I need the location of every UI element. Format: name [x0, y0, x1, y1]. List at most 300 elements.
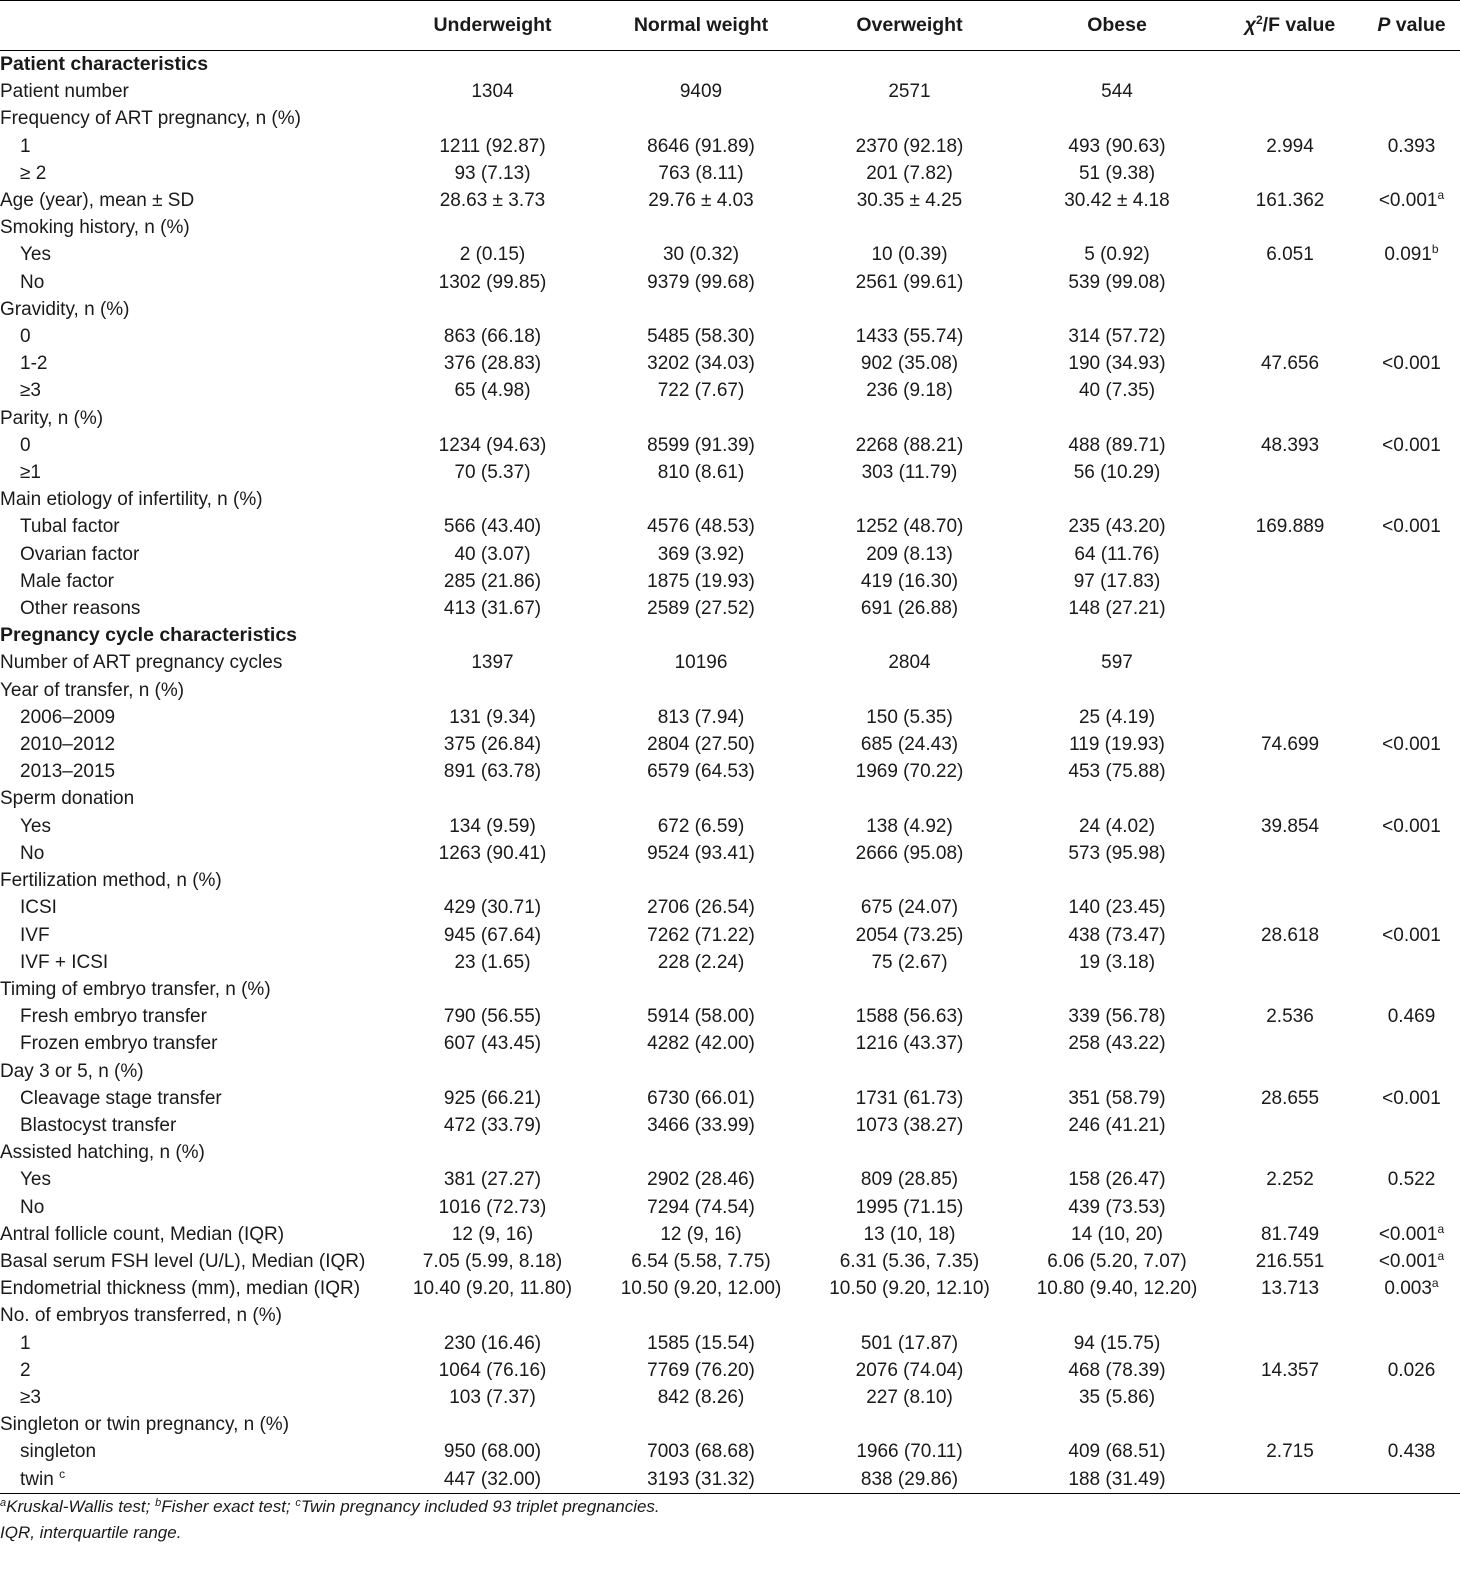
row-label	[0, 105, 385, 132]
row-label-text: Timing of embryo transfer, n (%)	[0, 978, 271, 1000]
cell-overweight	[802, 241, 1017, 268]
cell-underweight	[385, 1166, 600, 1193]
table-row	[0, 405, 1460, 432]
cell-underweight	[385, 1221, 600, 1248]
row-label-text: Other reasons	[20, 598, 141, 620]
cell-statistic	[1217, 78, 1363, 105]
cell-value: 3193 (31.32)	[647, 1468, 755, 1490]
cell-statistic	[1217, 1466, 1363, 1494]
cell-value: 891 (63.78)	[443, 761, 542, 783]
cell-obese	[1017, 1058, 1217, 1085]
cell-value: 1433 (55.74)	[855, 326, 964, 348]
row-label	[0, 405, 385, 432]
cell-value: 544	[1101, 81, 1133, 103]
footnote-text: Twin pregnancy included 93 triplet pregnancies.	[300, 1496, 660, 1516]
table-row	[0, 1248, 1460, 1275]
cell-underweight	[385, 1248, 600, 1275]
cell-normal-weight	[600, 1466, 802, 1494]
cell-value: 6.051	[1266, 244, 1314, 266]
cell-value: 30.42 ± 4.18	[1064, 190, 1170, 212]
cell-p-value	[1363, 350, 1460, 377]
cell-value: 190 (34.93)	[1068, 353, 1166, 375]
row-label	[0, 1411, 385, 1438]
cell-value: 375 (26.84)	[443, 734, 542, 756]
cell-statistic	[1217, 541, 1363, 568]
cell-value: 539 (99.08)	[1068, 271, 1166, 293]
cell-underweight	[385, 1330, 600, 1357]
cell-p-value	[1363, 187, 1460, 214]
cell-p-value	[1363, 214, 1460, 241]
table-body	[0, 51, 1460, 1494]
header-normal-weight: Normal weight	[600, 1, 802, 51]
row-label	[0, 323, 385, 350]
cell-value: 3466 (33.99)	[647, 1114, 755, 1136]
row-label-text: No. of embryos transferred, n (%)	[0, 1305, 282, 1327]
cell-obese	[1017, 1275, 1217, 1302]
cell-value: 2804 (27.50)	[647, 734, 755, 756]
cell-p-value	[1363, 323, 1460, 350]
cell-value: 10.40 (9.20, 11.80)	[412, 1278, 573, 1300]
table-row	[0, 894, 1460, 921]
cell-value: 439 (73.53)	[1068, 1196, 1166, 1218]
cell-value: 74.699	[1260, 734, 1320, 756]
cell-overweight	[802, 785, 1017, 812]
row-label	[0, 1275, 385, 1302]
row-label-text: Tubal factor	[20, 516, 120, 538]
cell-overweight	[802, 513, 1017, 540]
cell-obese	[1017, 405, 1217, 432]
row-label-text: Sperm donation	[0, 788, 135, 810]
cell-value: 70 (5.37)	[454, 462, 531, 484]
cell-normal-weight	[600, 840, 802, 867]
row-label	[0, 731, 385, 758]
cell-value: 2902 (28.46)	[647, 1169, 755, 1191]
row-label-text: Yes	[20, 815, 51, 837]
row-label-text: 2010–2012	[20, 734, 116, 756]
row-label-text: Antral follicle count, Median (IQR)	[0, 1223, 285, 1245]
cell-underweight	[385, 1058, 600, 1085]
cell-underweight	[385, 568, 600, 595]
cell-underweight	[385, 1357, 600, 1384]
cell-underweight	[385, 1438, 600, 1465]
cell-value: 0.522	[1387, 1169, 1436, 1191]
row-label	[0, 1438, 385, 1465]
cell-value: 216.551	[1255, 1250, 1325, 1272]
cell-value: 468 (78.39)	[1068, 1359, 1166, 1381]
cell-underweight	[385, 894, 600, 921]
row-label	[0, 296, 385, 323]
row-label	[0, 1466, 385, 1494]
cell-p-value	[1363, 1302, 1460, 1329]
cell-underweight	[385, 1275, 600, 1302]
cell-normal-weight	[600, 595, 802, 622]
header-p: P	[1377, 13, 1391, 36]
cell-value: 28.655	[1260, 1087, 1320, 1109]
row-label	[0, 813, 385, 840]
row-label-text: Parity, n (%)	[0, 407, 104, 429]
cell-p-value	[1363, 541, 1460, 568]
cell-underweight	[385, 541, 600, 568]
cell-statistic	[1217, 649, 1363, 676]
footnote-marker: a	[0, 1496, 7, 1509]
cell-obese	[1017, 1030, 1217, 1057]
cell-value: 1073 (38.27)	[855, 1114, 964, 1136]
table-row	[0, 758, 1460, 785]
cell-statistic	[1217, 1194, 1363, 1221]
cell-value: <0.001	[1382, 353, 1441, 375]
cell-value: 134 (9.59)	[449, 815, 536, 837]
cell-overweight	[802, 133, 1017, 160]
cell-value: 863 (66.18)	[443, 326, 542, 348]
cell-underweight	[385, 976, 600, 1003]
cell-value: 1588 (56.63)	[855, 1006, 964, 1028]
table-row	[0, 187, 1460, 214]
row-label-text: Yes	[20, 1169, 51, 1191]
cell-p-value	[1363, 1357, 1460, 1384]
cell-value: 2370 (92.18)	[855, 135, 964, 157]
cell-overweight	[802, 894, 1017, 921]
cell-obese	[1017, 513, 1217, 540]
cell-value: 1969 (70.22)	[855, 761, 964, 783]
row-label-text: Main etiology of infertility, n (%)	[0, 489, 263, 511]
p-value-superscript: a	[1431, 1276, 1439, 1291]
cell-overweight	[802, 1112, 1017, 1139]
cell-value: 1397	[471, 652, 514, 674]
cell-value: 314 (57.72)	[1068, 326, 1166, 348]
cell-overweight	[802, 1221, 1017, 1248]
cell-value: 339 (56.78)	[1068, 1006, 1166, 1028]
row-label-text: ≥3	[20, 1386, 41, 1408]
cell-obese	[1017, 160, 1217, 187]
cell-value: 12 (9, 16)	[451, 1223, 534, 1245]
cell-underweight	[385, 731, 600, 758]
cell-normal-weight	[600, 269, 802, 296]
row-label	[0, 187, 385, 214]
cell-underweight	[385, 922, 600, 949]
cell-value: 10.50 (9.20, 12.00)	[620, 1278, 782, 1300]
cell-obese	[1017, 1302, 1217, 1329]
cell-overweight	[802, 486, 1017, 513]
cell-statistic	[1217, 1139, 1363, 1166]
table-row	[0, 949, 1460, 976]
table-row	[0, 568, 1460, 595]
cell-p-value	[1363, 1411, 1460, 1438]
cell-value: 607 (43.45)	[443, 1033, 542, 1055]
cell-overweight	[802, 1275, 1017, 1302]
cell-statistic	[1217, 949, 1363, 976]
cell-value: 6.31 (5.36, 7.35)	[839, 1250, 980, 1272]
cell-value: 453 (75.88)	[1068, 761, 1166, 783]
cell-value: 30 (0.32)	[662, 244, 740, 266]
row-label-text: Age (year), mean ± SD	[0, 190, 195, 212]
header-empty	[0, 1, 385, 51]
cell-statistic	[1217, 1166, 1363, 1193]
cell-underweight	[385, 241, 600, 268]
cell-statistic	[1217, 513, 1363, 540]
cell-obese	[1017, 1194, 1217, 1221]
row-label	[0, 1221, 385, 1248]
cell-overweight	[802, 269, 1017, 296]
cell-overweight	[802, 160, 1017, 187]
table-row	[0, 1330, 1460, 1357]
cell-p-value	[1363, 1438, 1460, 1465]
cell-normal-weight	[600, 105, 802, 132]
cell-underweight	[385, 785, 600, 812]
cell-overweight	[802, 568, 1017, 595]
cell-overweight	[802, 323, 1017, 350]
table-row	[0, 649, 1460, 676]
cell-obese	[1017, 1139, 1217, 1166]
cell-value: 10 (0.39)	[871, 244, 948, 266]
table-row	[0, 1384, 1460, 1411]
cell-statistic	[1217, 1003, 1363, 1030]
cell-value: <0.001	[1382, 516, 1441, 538]
cell-value: 6730 (66.01)	[647, 1087, 755, 1109]
row-label	[0, 595, 385, 622]
cell-value: 2076 (74.04)	[855, 1359, 964, 1381]
cell-normal-weight	[600, 785, 802, 812]
cell-obese	[1017, 323, 1217, 350]
cell-underweight	[385, 269, 600, 296]
row-label	[0, 1248, 385, 1275]
cell-obese	[1017, 1411, 1217, 1438]
cell-value: <0.001	[1382, 815, 1441, 837]
cell-normal-weight	[600, 1221, 802, 1248]
row-label	[0, 1166, 385, 1193]
cell-value: 0.438	[1387, 1441, 1436, 1463]
footnote-text: Fisher exact test;	[161, 1496, 296, 1516]
cell-value: 65 (4.98)	[454, 380, 531, 402]
cell-p-value	[1363, 894, 1460, 921]
cell-value: 2 (0.15)	[459, 244, 526, 266]
cell-underweight	[385, 187, 600, 214]
cell-statistic	[1217, 432, 1363, 459]
cell-underweight	[385, 78, 600, 105]
cell-value: 7262 (71.22)	[647, 924, 755, 946]
cell-value: 1216 (43.37)	[855, 1033, 964, 1055]
cell-overweight	[802, 1085, 1017, 1112]
cell-value: 56 (10.29)	[1073, 462, 1161, 484]
cell-normal-weight	[600, 1438, 802, 1465]
cell-statistic	[1217, 486, 1363, 513]
cell-underweight	[385, 649, 600, 676]
cell-statistic	[1217, 1411, 1363, 1438]
cell-statistic	[1217, 377, 1363, 404]
cell-underweight	[385, 1003, 600, 1030]
row-label-superscript: c	[59, 1466, 66, 1481]
row-label	[0, 160, 385, 187]
cell-value: 7769 (76.20)	[647, 1359, 755, 1381]
table-row	[0, 595, 1460, 622]
cell-obese	[1017, 1330, 1217, 1357]
cell-p-value	[1363, 1085, 1460, 1112]
cell-value: 258 (43.22)	[1068, 1033, 1166, 1055]
cell-value: 75 (2.67)	[871, 951, 948, 973]
cell-overweight	[802, 1466, 1017, 1494]
cell-normal-weight	[600, 486, 802, 513]
cell-normal-weight	[600, 133, 802, 160]
cell-underweight	[385, 1030, 600, 1057]
cell-value: 10196	[674, 652, 728, 674]
cell-statistic	[1217, 459, 1363, 486]
table-row	[0, 513, 1460, 540]
row-label	[0, 1030, 385, 1057]
cell-value: 9409	[679, 81, 723, 103]
table-row	[0, 377, 1460, 404]
cell-statistic	[1217, 813, 1363, 840]
section-title: Patient characteristics	[0, 53, 209, 75]
row-label-text: Frequency of ART pregnancy, n (%)	[0, 108, 301, 130]
cell-value: 1995 (71.15)	[855, 1196, 964, 1218]
cell-overweight	[802, 922, 1017, 949]
cell-value: 246 (41.21)	[1068, 1114, 1166, 1136]
row-label	[0, 976, 385, 1003]
cell-value: 6579 (64.53)	[647, 761, 755, 783]
cell-overweight	[802, 1357, 1017, 1384]
cell-obese	[1017, 1221, 1217, 1248]
cell-normal-weight	[600, 758, 802, 785]
cell-value: 2268 (88.21)	[855, 434, 964, 456]
cell-underweight	[385, 214, 600, 241]
cell-value: 188 (31.49)	[1068, 1468, 1166, 1490]
cell-value: 2804	[888, 652, 931, 674]
cell-value: 9379 (99.68)	[647, 271, 755, 293]
cell-normal-weight	[600, 459, 802, 486]
cell-p-value	[1363, 459, 1460, 486]
cell-obese	[1017, 241, 1217, 268]
cell-value: 93 (7.13)	[454, 162, 531, 184]
cell-value: 2706 (26.54)	[647, 897, 755, 919]
cell-statistic	[1217, 105, 1363, 132]
cell-value: 28.63 ± 3.73	[439, 190, 546, 212]
cell-overweight	[802, 1330, 1017, 1357]
cell-normal-weight	[600, 976, 802, 1003]
cell-obese	[1017, 78, 1217, 105]
row-label	[0, 704, 385, 731]
row-label-text: Number of ART pregnancy cycles	[0, 652, 283, 674]
cell-statistic	[1217, 1302, 1363, 1329]
cell-statistic	[1217, 1384, 1363, 1411]
cell-value: 303 (11.79)	[861, 462, 958, 484]
cell-value: 381 (27.27)	[443, 1169, 542, 1191]
cell-p-value	[1363, 1275, 1460, 1302]
cell-normal-weight	[600, 677, 802, 704]
cell-normal-weight	[600, 1030, 802, 1057]
cell-value: 0.003	[1384, 1278, 1432, 1300]
row-label-text: 1	[20, 135, 31, 157]
cell-value: 39.854	[1260, 815, 1320, 837]
table-row	[0, 1221, 1460, 1248]
cell-overweight	[802, 1302, 1017, 1329]
row-label-text: Smoking history, n (%)	[0, 217, 190, 239]
cell-p-value	[1363, 105, 1460, 132]
table-row	[0, 867, 1460, 894]
cell-overweight	[802, 105, 1017, 132]
cell-statistic	[1217, 568, 1363, 595]
row-label-text: Blastocyst transfer	[20, 1114, 177, 1136]
cell-overweight	[802, 296, 1017, 323]
cell-value: 691 (26.88)	[860, 598, 959, 620]
row-label	[0, 1139, 385, 1166]
header-row	[0, 1, 1460, 51]
cell-value: 3202 (34.03)	[647, 353, 755, 375]
cell-value: 472 (33.79)	[443, 1114, 542, 1136]
cell-normal-weight	[600, 1085, 802, 1112]
cell-value: 230 (16.46)	[443, 1332, 542, 1354]
cell-value: 573 (95.98)	[1068, 842, 1166, 864]
cell-p-value	[1363, 677, 1460, 704]
cell-value: 148 (27.21)	[1068, 598, 1166, 620]
cell-obese	[1017, 568, 1217, 595]
cell-underweight	[385, 1112, 600, 1139]
cell-p-value	[1363, 1194, 1460, 1221]
table-row	[0, 214, 1460, 241]
cell-value: 925 (66.21)	[443, 1087, 542, 1109]
cell-p-value	[1363, 513, 1460, 540]
cell-p-value	[1363, 867, 1460, 894]
cell-obese	[1017, 105, 1217, 132]
table-row	[0, 541, 1460, 568]
row-label-text: Cleavage stage transfer	[20, 1087, 222, 1109]
cell-value: 5485 (58.30)	[647, 326, 755, 348]
cell-value: 24 (4.02)	[1078, 815, 1156, 837]
cell-normal-weight	[600, 867, 802, 894]
cell-underweight	[385, 296, 600, 323]
cell-overweight	[802, 976, 1017, 1003]
cell-obese	[1017, 731, 1217, 758]
cell-statistic	[1217, 731, 1363, 758]
cell-obese	[1017, 677, 1217, 704]
cell-obese	[1017, 785, 1217, 812]
cell-statistic	[1217, 894, 1363, 921]
row-label	[0, 1194, 385, 1221]
table-row	[0, 269, 1460, 296]
row-label-text: 2006–2009	[20, 706, 116, 728]
cell-value: <0.001	[1382, 924, 1441, 946]
row-label-text: Fertilization method, n (%)	[0, 870, 222, 892]
cell-value: 7294 (74.54)	[647, 1196, 755, 1218]
cell-value: 790 (56.55)	[443, 1006, 542, 1028]
cell-value: 28.618	[1260, 924, 1320, 946]
cell-p-value	[1363, 568, 1460, 595]
cell-value: 1304	[471, 81, 514, 103]
cell-obese	[1017, 1085, 1217, 1112]
cell-value: 10.50 (9.20, 12.10)	[829, 1278, 990, 1300]
cell-p-value	[1363, 1466, 1460, 1494]
cell-value: 1875 (19.93)	[647, 570, 755, 592]
cell-obese	[1017, 758, 1217, 785]
cell-value: 493 (90.63)	[1068, 135, 1166, 157]
table-row	[0, 296, 1460, 323]
footnote-marker: c	[295, 1496, 301, 1509]
cell-value: 1234 (94.63)	[438, 434, 547, 456]
row-label-text: singleton	[20, 1441, 97, 1463]
cell-overweight	[802, 1139, 1017, 1166]
cell-value: 2589 (27.52)	[647, 598, 755, 620]
row-label	[0, 1330, 385, 1357]
cell-statistic	[1217, 867, 1363, 894]
cell-value: 950 (68.00)	[443, 1441, 542, 1463]
cell-obese	[1017, 1166, 1217, 1193]
cell-obese	[1017, 704, 1217, 731]
header-statistic	[1217, 1, 1363, 51]
cell-obese	[1017, 214, 1217, 241]
row-label-text: Yes	[20, 244, 51, 266]
cell-statistic	[1217, 1357, 1363, 1384]
cell-underweight	[385, 405, 600, 432]
cell-normal-weight	[600, 187, 802, 214]
cell-normal-weight	[600, 405, 802, 432]
